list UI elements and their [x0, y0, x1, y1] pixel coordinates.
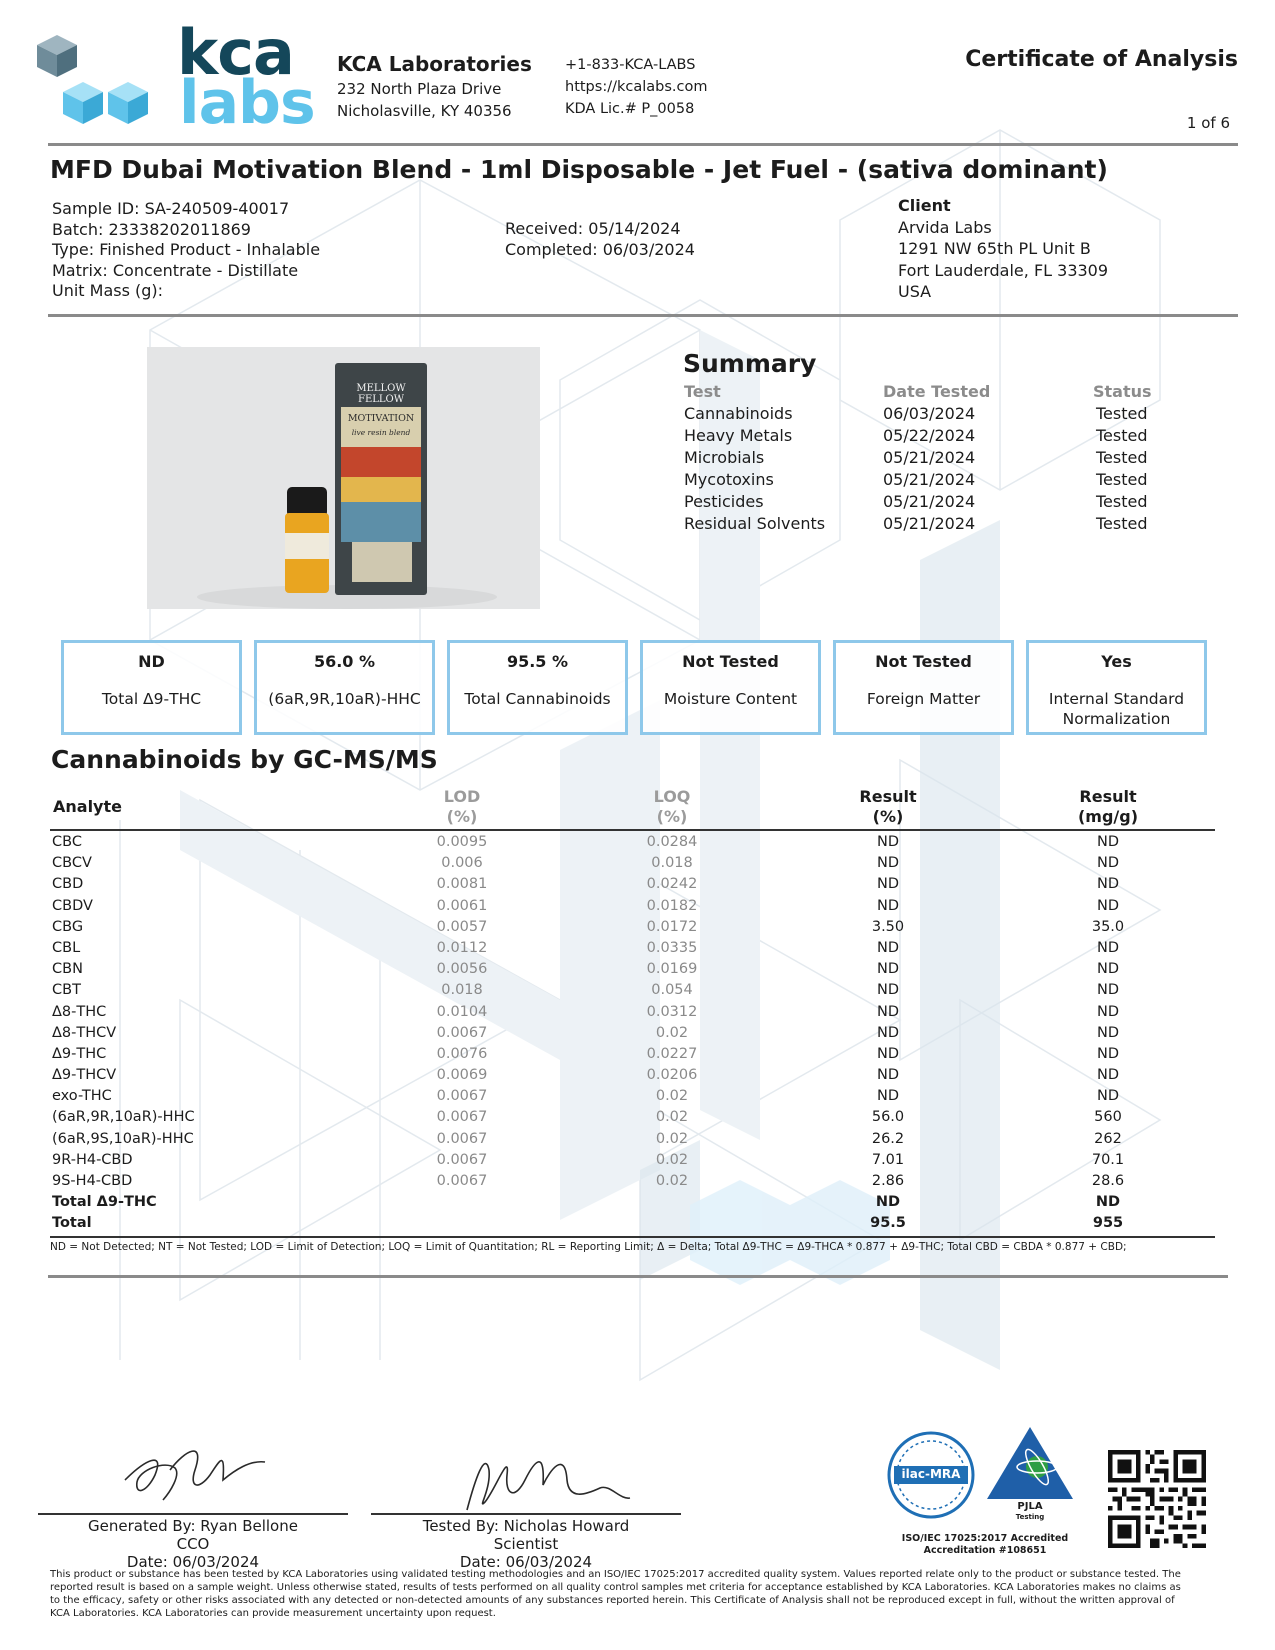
- table-row: [50, 1065, 1215, 1086]
- stat-value: Yes: [1101, 652, 1132, 671]
- ilac-mra-text: ilac-MRA: [901, 1467, 961, 1481]
- analyte-cell: (6aR,9S,10aR)-HHC: [52, 1130, 194, 1147]
- total-row: [50, 1213, 1215, 1234]
- generated-by: Generated By: Ryan Bellone: [88, 1517, 298, 1535]
- loq-cell: 0.018: [651, 855, 693, 872]
- result-mg-cell: 70.1: [1091, 1151, 1125, 1168]
- summary-row: [684, 404, 1184, 426]
- result-mg-cell: ND: [1096, 834, 1119, 850]
- summary-date: 05/21/2024: [883, 448, 976, 467]
- result-pct-cell: ND: [876, 1024, 899, 1041]
- table-row: [50, 917, 1215, 938]
- stat-value: 95.5 %: [506, 652, 569, 671]
- lab-website[interactable]: https://kcalabs.com: [565, 79, 708, 95]
- summary-table: [684, 404, 1184, 536]
- loq-cell: 0.02: [655, 1130, 689, 1147]
- result-mg-cell: ND: [1096, 1024, 1119, 1041]
- lod-cell: 0.0095: [436, 834, 488, 850]
- table-footnote: ND = Not Detected; NT = Not Tested; LOD = Limit of Detection; LOQ = Limit of Quantitation; RL = Reporting Limit; Δ = Delta; Total Δ9-THC = Δ9-THCA * 0.877 + Δ9-THC; Total CBD = CBDA * 0.877 + CBD;: [50, 1241, 1127, 1253]
- stat-label: Moisture Content: [663, 690, 798, 708]
- analyte-cell: Total: [52, 1215, 92, 1232]
- table-row: [50, 874, 1215, 895]
- summary-status: Tested: [1096, 492, 1148, 511]
- analyte-cell: Total Δ9-THC: [52, 1194, 157, 1211]
- client-address1: 1291 NW 65th PL Unit B: [898, 239, 1091, 258]
- table-row: [50, 896, 1215, 917]
- total-row: [50, 1192, 1215, 1213]
- summary-row: [684, 448, 1184, 470]
- header-lod-unit: (%): [446, 807, 478, 826]
- lod-cell: 0.0067: [436, 1088, 488, 1105]
- lod-cell: 0.0067: [436, 1109, 488, 1126]
- sample-matrix: Matrix: Concentrate - Distillate: [52, 260, 299, 280]
- summary-test: Residual Solvents: [684, 514, 826, 533]
- stat-label: Internal Standard Normalization: [1048, 690, 1185, 728]
- lod-cell: 0.0056: [436, 961, 488, 978]
- analyte-cell: Δ8-THCV: [52, 1024, 117, 1041]
- result-pct-cell: ND: [876, 834, 899, 850]
- loq-cell: 0.0206: [646, 1067, 698, 1084]
- analyte-cell: CBD: [52, 876, 84, 893]
- lod-cell: 0.006: [441, 855, 483, 872]
- summary-date: 05/21/2024: [883, 514, 976, 533]
- unit-mass: Unit Mass (g):: [52, 281, 164, 300]
- header-result-pct-label: Result: [859, 787, 917, 806]
- result-mg-cell: ND: [1096, 897, 1119, 914]
- signature-block-2: [371, 1517, 681, 1571]
- loq-cell: 0.0172: [646, 918, 698, 935]
- kca-labs-logo: [33, 16, 315, 138]
- client-info: [898, 195, 1108, 303]
- client-address2: Fort Lauderdale, FL 33309: [898, 260, 1109, 280]
- stat-value: Not Tested: [875, 652, 972, 671]
- client-name: Arvida Labs: [898, 217, 992, 237]
- lod-cell: 0.0112: [436, 939, 488, 956]
- accreditation-text: [890, 1533, 1080, 1557]
- cube-logo-icon: [33, 30, 183, 135]
- photo-brand-text: MELLOW FELLOW: [356, 383, 406, 405]
- lab-phone: +1-833-KCA-LABS: [565, 57, 696, 73]
- summary-row: [684, 470, 1184, 492]
- summary-status: Tested: [1096, 514, 1148, 533]
- cannabinoids-title: Cannabinoids by GC-MS/MS: [51, 745, 438, 774]
- summary-date: 05/21/2024: [883, 492, 976, 511]
- disclaimer-text: This product or substance has been tested by KCA Laboratories using validated testing methodologies and an ISO/IEC 17025:2017 accredited quality system. Values reported relate only to the product or substance tested. The reported result is based on a sample weight. Unless otherwise stated, results of tests performed on all quality control samples met criteria for acceptance established by KCA Laboratories. KCA Laboratories makes no claims as to the efficacy, safety or other risks associated with any detected or non-detected amounts of any substances reported herein. This Certificate of Analysis shall not be reproduced except in full, without the written approval of KCA Laboratories. KCA Laboratories can provide measurement uncertainty upon request.: [50, 1569, 1181, 1619]
- result-pct-cell: ND: [876, 939, 899, 956]
- stat-label: Foreign Matter: [866, 690, 981, 708]
- lod-cell: 0.0061: [436, 897, 488, 914]
- summary-row: [684, 426, 1184, 448]
- analyte-cell: CBDV: [52, 897, 93, 914]
- generated-date: Date: 06/03/2024: [126, 1553, 260, 1571]
- stat-label: Total Δ9-THC: [101, 690, 202, 708]
- table-row: [50, 959, 1215, 980]
- result-pct-cell: 7.01: [871, 1151, 905, 1168]
- analyte-cell: CBN: [52, 961, 83, 978]
- result-mg-cell: ND: [1096, 1045, 1119, 1062]
- loq-cell: 0.0182: [646, 897, 698, 914]
- stat-label: (6aR,9R,10aR)-HHC: [268, 690, 421, 708]
- qr-code-icon[interactable]: [1108, 1450, 1206, 1548]
- summary-date: 06/03/2024: [883, 404, 976, 423]
- loq-cell: 0.0169: [646, 961, 698, 978]
- result-mg-cell: 955: [1092, 1215, 1124, 1232]
- summary-row: [684, 514, 1184, 536]
- stat-box-hhc: [254, 640, 435, 735]
- lod-cell: 0.0104: [436, 1003, 488, 1020]
- sample-type: Type: Finished Product - Inhalable: [52, 240, 321, 259]
- result-pct-cell: ND: [876, 1003, 899, 1020]
- loq-cell: 0.02: [655, 1151, 689, 1168]
- sample-info: [52, 199, 320, 302]
- table-row: [50, 1023, 1215, 1044]
- page-number: 1 of 6: [1186, 114, 1230, 132]
- tested-date: Date: 06/03/2024: [459, 1553, 593, 1571]
- result-pct-cell: 26.2: [871, 1130, 905, 1147]
- analyte-cell: 9S-H4-CBD: [52, 1173, 133, 1189]
- loq-cell: 0.0227: [646, 1045, 698, 1062]
- accreditation-line1: ISO/IEC 17025:2017 Accredited: [901, 1533, 1069, 1544]
- table-row: [50, 832, 1215, 853]
- pjla-text: PJLA: [1017, 1501, 1043, 1512]
- loq-cell: 0.0335: [646, 939, 698, 956]
- client-heading: Client: [898, 196, 951, 215]
- pjla-logo: [985, 1425, 1075, 1525]
- stat-label: Total Cannabinoids: [464, 690, 611, 708]
- table-row: [50, 1129, 1215, 1150]
- signature-line-2: [371, 1513, 681, 1515]
- received-date: Received: 05/14/2024: [505, 219, 681, 238]
- header-analyte: Analyte: [53, 797, 122, 816]
- stat-box-total-d9-thc: [61, 640, 242, 735]
- table-row: [50, 938, 1215, 959]
- summary-test: Microbials: [684, 448, 765, 467]
- stat-box-moisture: [640, 640, 821, 735]
- lod-cell: 0.0067: [436, 1173, 488, 1189]
- analyte-cell: CBG: [52, 918, 84, 935]
- loq-cell: 0.02: [655, 1109, 689, 1126]
- cannabinoids-table-body: [50, 832, 1215, 1235]
- summary-status: Tested: [1096, 448, 1148, 467]
- result-pct-cell: 3.50: [871, 918, 905, 935]
- summary-status: Tested: [1096, 470, 1148, 489]
- header-result-mg-label: Result: [1079, 787, 1137, 806]
- table-footer-rule: [50, 1236, 1215, 1238]
- lab-license: KDA Lic.# P_0058: [565, 101, 695, 117]
- result-mg-cell: ND: [1096, 1067, 1119, 1084]
- table-row: [50, 1002, 1215, 1023]
- summary-date: 05/21/2024: [883, 470, 976, 489]
- summary-row: [684, 492, 1184, 514]
- stat-value: ND: [138, 652, 165, 671]
- result-mg-cell: ND: [1096, 939, 1119, 956]
- ilac-mra-logo: [886, 1430, 976, 1520]
- header-result-mg: [1058, 787, 1158, 827]
- result-pct-cell: ND: [876, 876, 899, 893]
- table-row: [50, 1044, 1215, 1065]
- header-result-pct-unit: (%): [872, 807, 904, 826]
- result-pct-cell: ND: [875, 1194, 901, 1211]
- result-mg-cell: ND: [1096, 1088, 1119, 1105]
- stat-value: 56.0 %: [313, 652, 376, 671]
- header-divider: [48, 143, 1238, 146]
- result-mg-cell: ND: [1096, 855, 1119, 872]
- stat-box-foreign-matter: [833, 640, 1014, 735]
- summary-header-test: Test: [684, 382, 721, 401]
- lod-cell: 0.0057: [436, 918, 488, 935]
- header-loq: [622, 787, 722, 827]
- table-row: [50, 1150, 1215, 1171]
- result-pct-cell: ND: [876, 1045, 899, 1062]
- header-loq-unit: (%): [656, 807, 688, 826]
- analyte-cell: CBL: [52, 939, 81, 956]
- loq-cell: 0.0242: [646, 876, 698, 893]
- result-pct-cell: ND: [876, 897, 899, 914]
- loq-cell: 0.02: [655, 1088, 689, 1105]
- table-row: [50, 853, 1215, 874]
- table-header-rule: [50, 829, 1215, 831]
- summary-header-date: Date Tested: [883, 382, 991, 401]
- stat-box-total-cannabinoids: [447, 640, 628, 735]
- stat-value: Not Tested: [682, 652, 779, 671]
- summary-test: Mycotoxins: [684, 470, 774, 489]
- result-pct-cell: ND: [876, 961, 899, 978]
- loq-cell: 0.0284: [646, 834, 698, 850]
- logo-word-labs: labs: [179, 68, 315, 138]
- signature-line-1: [38, 1513, 348, 1515]
- result-pct-cell: 56.0: [871, 1109, 905, 1126]
- signature-block-1: [38, 1517, 348, 1571]
- stat-box-normalization: [1026, 640, 1207, 735]
- result-pct-cell: ND: [876, 855, 899, 872]
- result-mg-cell: ND: [1096, 961, 1119, 978]
- result-mg-cell: ND: [1096, 876, 1119, 893]
- loq-cell: 0.02: [655, 1024, 689, 1041]
- header-result-pct: [838, 787, 938, 827]
- result-pct-cell: ND: [876, 1088, 899, 1105]
- header-lod-label: LOD: [443, 787, 481, 806]
- table-row: [50, 1086, 1215, 1107]
- lab-name: KCA Laboratories: [337, 52, 532, 76]
- accreditation-line2: Accreditation #108651: [923, 1545, 1047, 1556]
- analyte-cell: exo-THC: [52, 1088, 112, 1105]
- table-row: [50, 980, 1215, 1001]
- analyte-cell: Δ9-THC: [52, 1045, 107, 1062]
- summary-status: Tested: [1096, 404, 1148, 423]
- lod-cell: 0.0067: [436, 1130, 488, 1147]
- lod-cell: 0.0069: [436, 1067, 488, 1084]
- result-mg-cell: 262: [1094, 1130, 1122, 1147]
- result-pct-cell: ND: [876, 982, 899, 999]
- summary-date: 05/22/2024: [883, 426, 976, 445]
- result-pct-cell: 2.86: [871, 1173, 905, 1189]
- analyte-cell: CBT: [52, 982, 81, 999]
- analyte-cell: Δ9-THCV: [52, 1067, 117, 1084]
- section-end-rule: [48, 1275, 1228, 1278]
- logo-word-kca: kca: [177, 16, 294, 89]
- photo-product-text: MOTIVATION: [347, 413, 415, 424]
- analyte-cell: Δ8-THC: [52, 1003, 107, 1020]
- summary-title: Summary: [683, 349, 817, 378]
- document-title: Certificate of Analysis: [965, 47, 1238, 72]
- pjla-triangle-icon: [985, 1425, 1075, 1501]
- header-loq-label: LOQ: [653, 787, 691, 806]
- summary-header-status: Status: [1093, 382, 1152, 401]
- signature-1-icon: [115, 1430, 275, 1510]
- sample-id: Sample ID: SA-240509-40017: [52, 199, 290, 218]
- photo-subtitle-text: live resin blend: [351, 428, 411, 437]
- result-mg-cell: ND: [1096, 982, 1119, 999]
- tested-by-title: Scientist: [493, 1535, 559, 1553]
- summary-status: Tested: [1096, 426, 1148, 445]
- lab-address-line1: 232 North Plaza Drive: [337, 80, 502, 98]
- client-country: USA: [898, 282, 932, 301]
- lod-cell: 0.0067: [436, 1151, 488, 1168]
- result-mg-cell: 35.0: [1091, 918, 1125, 935]
- lod-cell: 0.0067: [436, 1024, 488, 1041]
- analyte-cell: 9R-H4-CBD: [52, 1151, 133, 1168]
- header-lod: [412, 787, 512, 827]
- lab-address-line2: Nicholasville, KY 40356: [337, 102, 512, 120]
- summary-test: Pesticides: [684, 492, 764, 511]
- result-mg-cell: 560: [1094, 1109, 1122, 1126]
- dates-info: [505, 219, 695, 260]
- completed-date: Completed: 06/03/2024: [505, 239, 695, 259]
- info-divider: [48, 314, 1238, 317]
- signature-2-icon: [455, 1440, 635, 1520]
- table-row: [50, 1171, 1215, 1192]
- table-row: [50, 1107, 1215, 1128]
- loq-cell: 0.0312: [646, 1003, 698, 1020]
- loq-cell: 0.054: [651, 982, 693, 999]
- loq-cell: 0.02: [655, 1173, 689, 1189]
- product-title: MFD Dubai Motivation Blend - 1ml Disposable - Jet Fuel - (sativa dominant): [50, 155, 1108, 184]
- pjla-subtext: Testing: [1015, 1513, 1045, 1521]
- product-photo: [147, 347, 540, 609]
- result-pct-cell: 95.5: [870, 1215, 906, 1232]
- tested-by: Tested By: Nicholas Howard: [422, 1517, 630, 1535]
- batch: Batch: 23338202011869: [52, 219, 251, 239]
- generated-by-title: CCO: [176, 1535, 210, 1553]
- lod-cell: 0.0076: [436, 1045, 488, 1062]
- result-mg-cell: 28.6: [1091, 1173, 1125, 1189]
- result-mg-cell: ND: [1096, 1003, 1119, 1020]
- header-result-mg-unit: (mg/g): [1077, 807, 1139, 826]
- summary-test: Cannabinoids: [684, 404, 793, 423]
- summary-test: Heavy Metals: [684, 426, 793, 445]
- lod-cell: 0.0081: [436, 876, 488, 893]
- analyte-cell: (6aR,9R,10aR)-HHC: [52, 1109, 195, 1126]
- analyte-cell: CBC: [52, 834, 82, 850]
- result-mg-cell: ND: [1095, 1194, 1121, 1211]
- analyte-cell: CBCV: [52, 855, 92, 872]
- result-pct-cell: ND: [876, 1067, 899, 1084]
- lod-cell: 0.018: [441, 982, 483, 999]
